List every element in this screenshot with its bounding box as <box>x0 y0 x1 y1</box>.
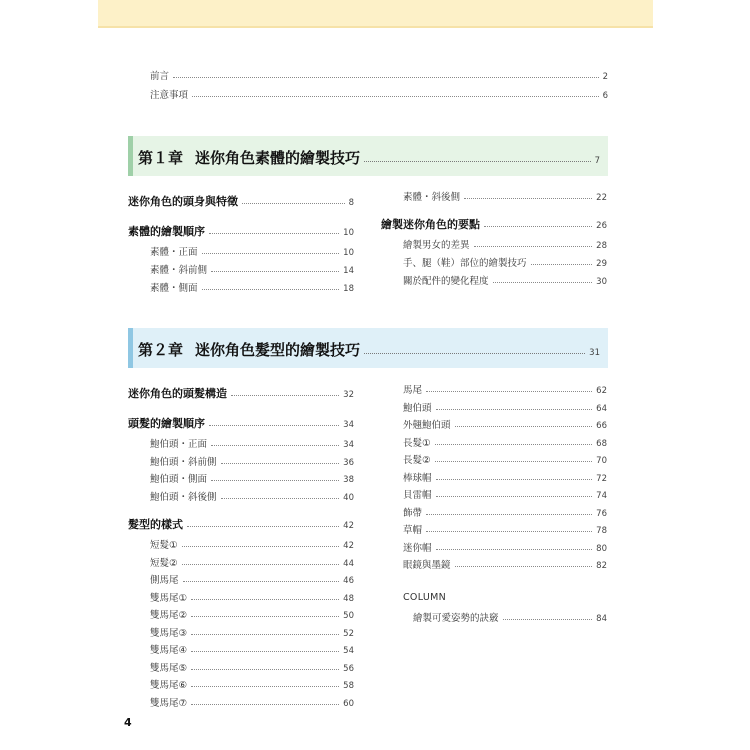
chapter-accent-stripe <box>128 328 133 368</box>
toc-entry-page: 48 <box>343 594 354 604</box>
toc-entry-page: 82 <box>596 561 607 571</box>
toc-section[interactable] <box>128 516 354 532</box>
leader-dots <box>173 76 599 78</box>
leader-dots <box>221 462 340 464</box>
toc-entry[interactable] <box>403 400 607 414</box>
toc-entry-label: 貝雷帽 <box>403 490 432 501</box>
toc-entry-page: 2 <box>602 72 608 82</box>
toc-entry-label: 素體・側面 <box>150 283 198 294</box>
toc-section[interactable] <box>128 223 354 239</box>
leader-dots <box>191 650 339 652</box>
leader-dots <box>435 443 593 445</box>
leader-dots <box>191 685 339 687</box>
leader-dots <box>436 495 593 497</box>
toc-entry[interactable] <box>403 255 607 269</box>
chapter-title: 迷你角色素體的繪製技巧 <box>195 149 361 167</box>
leader-dots <box>364 352 585 354</box>
toc-entry[interactable] <box>150 280 354 294</box>
toc-entry[interactable] <box>150 244 354 258</box>
toc-entry-label: 棒球帽 <box>403 473 432 484</box>
chapter-number: 第１章 <box>138 149 184 167</box>
leader-dots <box>426 390 592 392</box>
leader-dots <box>211 479 339 481</box>
toc-entry[interactable] <box>150 262 354 276</box>
leader-dots <box>183 580 340 582</box>
toc-entry-label: 雙馬尾⑤ <box>150 663 188 674</box>
toc-entry[interactable] <box>403 435 607 449</box>
toc-entry-page: 64 <box>596 404 607 414</box>
toc-section-page: 32 <box>343 390 354 400</box>
leader-dots <box>455 565 593 567</box>
toc-entry[interactable] <box>150 607 354 621</box>
top-decorative-band <box>98 0 653 28</box>
toc-entry-label: 眼鏡與墨鏡 <box>403 560 451 571</box>
chapter-number: 第２章 <box>138 341 184 359</box>
leader-dots <box>464 197 592 199</box>
toc-entry[interactable] <box>403 505 607 519</box>
leader-dots <box>202 288 340 290</box>
leader-dots <box>426 513 592 515</box>
toc-entry[interactable] <box>150 660 354 674</box>
chapter-title: 迷你角色髮型的繪製技巧 <box>195 341 361 359</box>
leader-dots <box>211 444 339 446</box>
toc-entry-label: 雙馬尾③ <box>150 628 188 639</box>
toc-entry-page: 56 <box>343 664 354 674</box>
toc-section-label: 迷你角色的頭髮構造 <box>128 387 227 400</box>
toc-entry-label: 鮑伯頭・正面 <box>150 439 208 450</box>
leader-dots <box>209 232 339 234</box>
toc-section[interactable] <box>128 385 354 401</box>
toc-entry-label: 側馬尾 <box>150 575 179 586</box>
toc-entry-page: 14 <box>343 266 354 276</box>
leader-dots <box>191 615 339 617</box>
toc-entry[interactable] <box>150 695 354 709</box>
chapter-page: 7 <box>594 156 600 166</box>
toc-entry-label: 手、腿（鞋）部位的繪製技巧 <box>403 258 527 269</box>
leader-dots <box>531 263 593 265</box>
toc-entry-page: 6 <box>602 91 608 101</box>
toc-section-label: 繪製迷你角色的要點 <box>381 218 480 231</box>
toc-section-page: 26 <box>596 221 607 231</box>
leader-dots <box>503 618 593 620</box>
leader-dots <box>436 478 593 480</box>
toc-entry-page: 60 <box>343 699 354 709</box>
leader-dots <box>455 425 593 427</box>
toc-section-page: 10 <box>343 228 354 238</box>
toc-entry[interactable] <box>150 436 354 450</box>
toc-entry-label: 短髮① <box>150 540 178 551</box>
toc-entry-page: 76 <box>596 509 607 519</box>
toc-entry-label: 鮑伯頭 <box>403 403 432 414</box>
toc-section-label: 髮型的樣式 <box>128 518 183 531</box>
toc-entry-label: 鮑伯頭・側面 <box>150 474 208 485</box>
leader-dots <box>426 530 592 532</box>
toc-entry[interactable] <box>150 489 354 503</box>
toc-entry[interactable] <box>403 382 607 396</box>
toc-entry-page: 58 <box>343 681 354 691</box>
toc-entry[interactable] <box>403 273 607 287</box>
leader-dots <box>191 668 339 670</box>
toc-entry[interactable] <box>150 625 354 639</box>
leader-dots <box>211 270 339 272</box>
toc-entry-page: 22 <box>596 193 607 203</box>
toc-section-page: 8 <box>348 198 354 208</box>
toc-entry[interactable] <box>403 487 607 501</box>
leader-dots <box>436 548 593 550</box>
toc-entry[interactable] <box>150 537 354 551</box>
toc-entry-label: 關於配件的變化程度 <box>403 276 489 287</box>
toc-section[interactable] <box>128 415 354 431</box>
toc-entry-page: 52 <box>343 629 354 639</box>
toc-entry-page: 38 <box>343 475 354 485</box>
toc-entry-label: 長髮② <box>403 455 431 466</box>
toc-entry-label: 素體・正面 <box>150 247 198 258</box>
leader-dots <box>484 225 592 227</box>
toc-entry-label: 外翹鮑伯頭 <box>403 420 451 431</box>
leader-dots <box>209 424 339 426</box>
toc-entry-page: 70 <box>596 456 607 466</box>
toc-entry[interactable] <box>403 237 607 251</box>
toc-entry-page: 78 <box>596 526 607 536</box>
toc-entry[interactable] <box>150 572 354 586</box>
toc-entry-label: 繪製男女的差異 <box>403 240 470 251</box>
toc-entry-page: 40 <box>343 493 354 503</box>
leader-dots <box>436 408 593 410</box>
toc-entry-page: 68 <box>596 439 607 449</box>
toc-entry-page: 44 <box>343 559 354 569</box>
toc-entry-page: 62 <box>596 386 607 396</box>
toc-section-page: 34 <box>343 420 354 430</box>
toc-entry-page: 84 <box>596 614 607 624</box>
toc-entry[interactable] <box>150 642 354 656</box>
toc-entry[interactable] <box>403 540 607 554</box>
toc-entry-label: 迷你帽 <box>403 543 432 554</box>
toc-entry[interactable] <box>403 557 607 571</box>
leader-dots <box>474 245 593 247</box>
toc-entry-label: 雙馬尾② <box>150 610 188 621</box>
toc-entry-page: 66 <box>596 421 607 431</box>
toc-section-page: 42 <box>343 521 354 531</box>
toc-entry-page: 74 <box>596 491 607 501</box>
toc-section[interactable] <box>128 193 354 209</box>
toc-entry-label: 注意事項 <box>150 90 189 101</box>
toc-entry[interactable] <box>150 590 354 604</box>
toc-entry-label: 鮑伯頭・斜後側 <box>150 492 217 503</box>
toc-entry-column[interactable] <box>413 610 607 624</box>
toc-entry-notes[interactable] <box>150 87 608 101</box>
toc-entry-page: 30 <box>596 277 607 287</box>
leader-dots <box>435 460 593 462</box>
toc-entry-page: 42 <box>343 541 354 551</box>
toc-entry-label: 素體・斜前側 <box>150 265 208 276</box>
toc-entry-page: 46 <box>343 576 354 586</box>
leader-dots <box>187 525 339 527</box>
toc-entry-label: 飾帶 <box>403 508 423 519</box>
toc-entry-label: 雙馬尾① <box>150 593 188 604</box>
chapter-2-heading[interactable] <box>128 328 608 368</box>
toc-entry-page: 10 <box>343 248 354 258</box>
toc-entry-preface[interactable] <box>150 68 608 82</box>
toc-entry-label: 雙馬尾④ <box>150 645 188 656</box>
leader-dots <box>202 252 340 254</box>
toc-entry-page: 50 <box>343 611 354 621</box>
toc-entry-page: 18 <box>343 284 354 294</box>
toc-entry[interactable] <box>150 677 354 691</box>
toc-entry-page: 36 <box>343 458 354 468</box>
leader-dots <box>182 563 340 565</box>
leader-dots <box>191 633 339 635</box>
leader-dots <box>191 598 339 600</box>
column-label: COLUMN <box>403 592 446 603</box>
leader-dots <box>192 95 599 97</box>
toc-entry-page: 80 <box>596 544 607 554</box>
toc-entry-label: 鮑伯頭・斜前側 <box>150 457 217 468</box>
leader-dots <box>493 281 593 283</box>
toc-entry[interactable] <box>403 417 607 431</box>
leader-dots <box>231 394 339 396</box>
toc-entry-label: 馬尾 <box>403 385 423 396</box>
toc-section-label: 迷你角色的頭身與特徵 <box>128 195 238 208</box>
toc-entry-label: 繪製可愛姿勢的訣竅 <box>413 613 499 624</box>
toc-section[interactable] <box>381 216 607 232</box>
toc-entry-page: 34 <box>343 440 354 450</box>
toc-entry[interactable] <box>150 471 354 485</box>
leader-dots <box>242 202 345 204</box>
chapter-accent-stripe <box>128 136 133 176</box>
toc-entry-label: 長髮① <box>403 438 431 449</box>
toc-entry-label: 短髮② <box>150 558 178 569</box>
toc-entry-label: 草帽 <box>403 525 423 536</box>
chapter-1-heading[interactable] <box>128 136 608 176</box>
chapter-page: 31 <box>589 348 600 358</box>
toc-section-label: 頭髮的繪製順序 <box>128 417 205 430</box>
toc-entry[interactable] <box>403 189 607 203</box>
leader-dots <box>221 497 340 499</box>
toc-entry-label: 素體・斜後側 <box>403 192 461 203</box>
toc-entry[interactable] <box>150 555 354 569</box>
toc-entry-page: 72 <box>596 474 607 484</box>
toc-section-label: 素體的繪製順序 <box>128 225 205 238</box>
toc-entry-page: 28 <box>596 241 607 251</box>
toc-entry-label: 雙馬尾⑦ <box>150 698 188 709</box>
toc-entry[interactable] <box>150 454 354 468</box>
leader-dots <box>182 545 340 547</box>
page-number: 4 <box>124 716 132 729</box>
leader-dots <box>364 160 591 162</box>
toc-entry[interactable] <box>403 452 607 466</box>
leader-dots <box>191 703 339 705</box>
toc-entry[interactable] <box>403 522 607 536</box>
toc-entry-page: 29 <box>596 259 607 269</box>
toc-entry[interactable] <box>403 470 607 484</box>
toc-entry-label: 雙馬尾⑥ <box>150 680 188 691</box>
toc-entry-label: 前言 <box>150 71 170 82</box>
toc-entry-page: 54 <box>343 646 354 656</box>
